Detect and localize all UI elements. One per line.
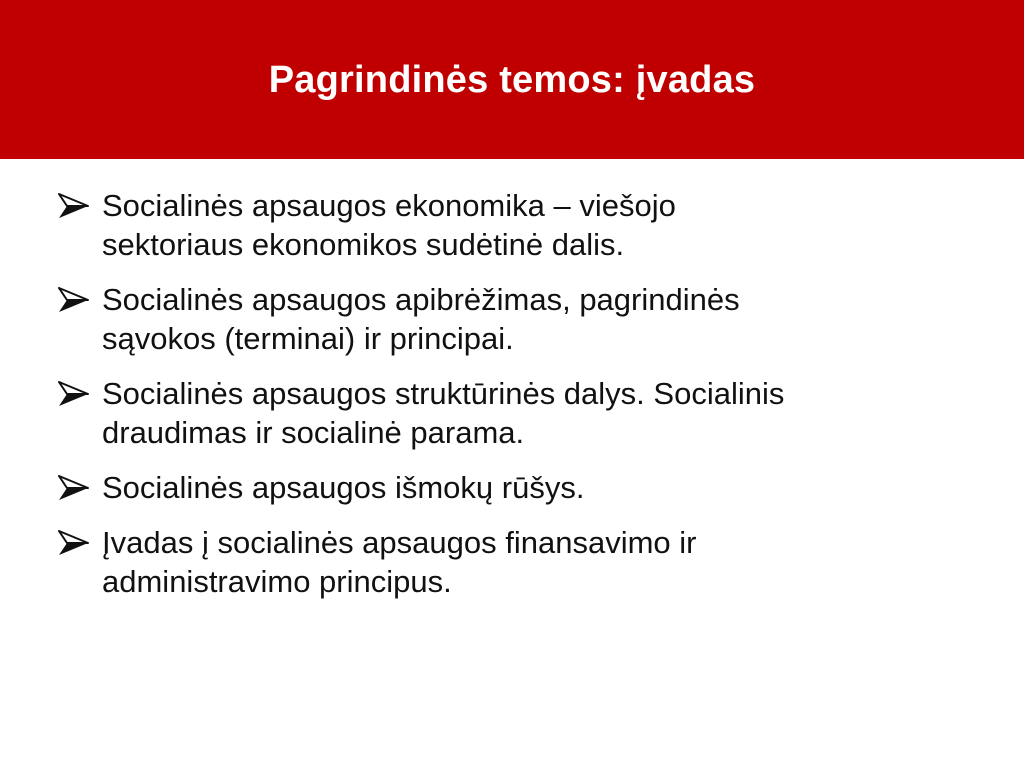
bullet-item-2 <box>58 280 958 358</box>
bullet-text-line-1: Socialinės apsaugos struktūrinės dalys. Socialinis <box>102 376 785 411</box>
arrowhead-bullet-icon <box>58 193 92 219</box>
bullet-text-line-2: administravimo principus. <box>102 564 452 599</box>
bullet-text-line-1: Įvadas į socialinės apsaugos finansavimo ir <box>102 525 697 560</box>
bullet-item-1 <box>58 186 958 264</box>
bullet-item-3 <box>58 374 958 452</box>
bullet-text-line-1: Socialinės apsaugos išmokų rūšys. <box>102 470 585 505</box>
bullet-item-4 <box>58 468 958 507</box>
bullet-text-line-2: draudimas ir socialinė parama. <box>102 415 525 450</box>
bullet-list <box>58 186 958 617</box>
bullet-text-line-2: sektoriaus ekonomikos sudėtinė dalis. <box>102 227 625 262</box>
title-bar <box>0 0 1024 159</box>
bullet-text-line-1: Socialinės apsaugos ekonomika – viešojo <box>102 188 676 223</box>
arrowhead-bullet-icon <box>58 287 92 313</box>
bullet-text-line-2: sąvokos (terminai) ir principai. <box>102 321 514 356</box>
slide-title: Pagrindinės temos: įvadas <box>268 59 756 101</box>
arrowhead-bullet-icon <box>58 381 92 407</box>
arrowhead-bullet-icon <box>58 475 92 501</box>
bullet-text-line-1: Socialinės apsaugos apibrėžimas, pagrindinės <box>102 282 740 317</box>
arrowhead-bullet-icon <box>58 530 92 556</box>
bullet-item-5 <box>58 523 958 601</box>
